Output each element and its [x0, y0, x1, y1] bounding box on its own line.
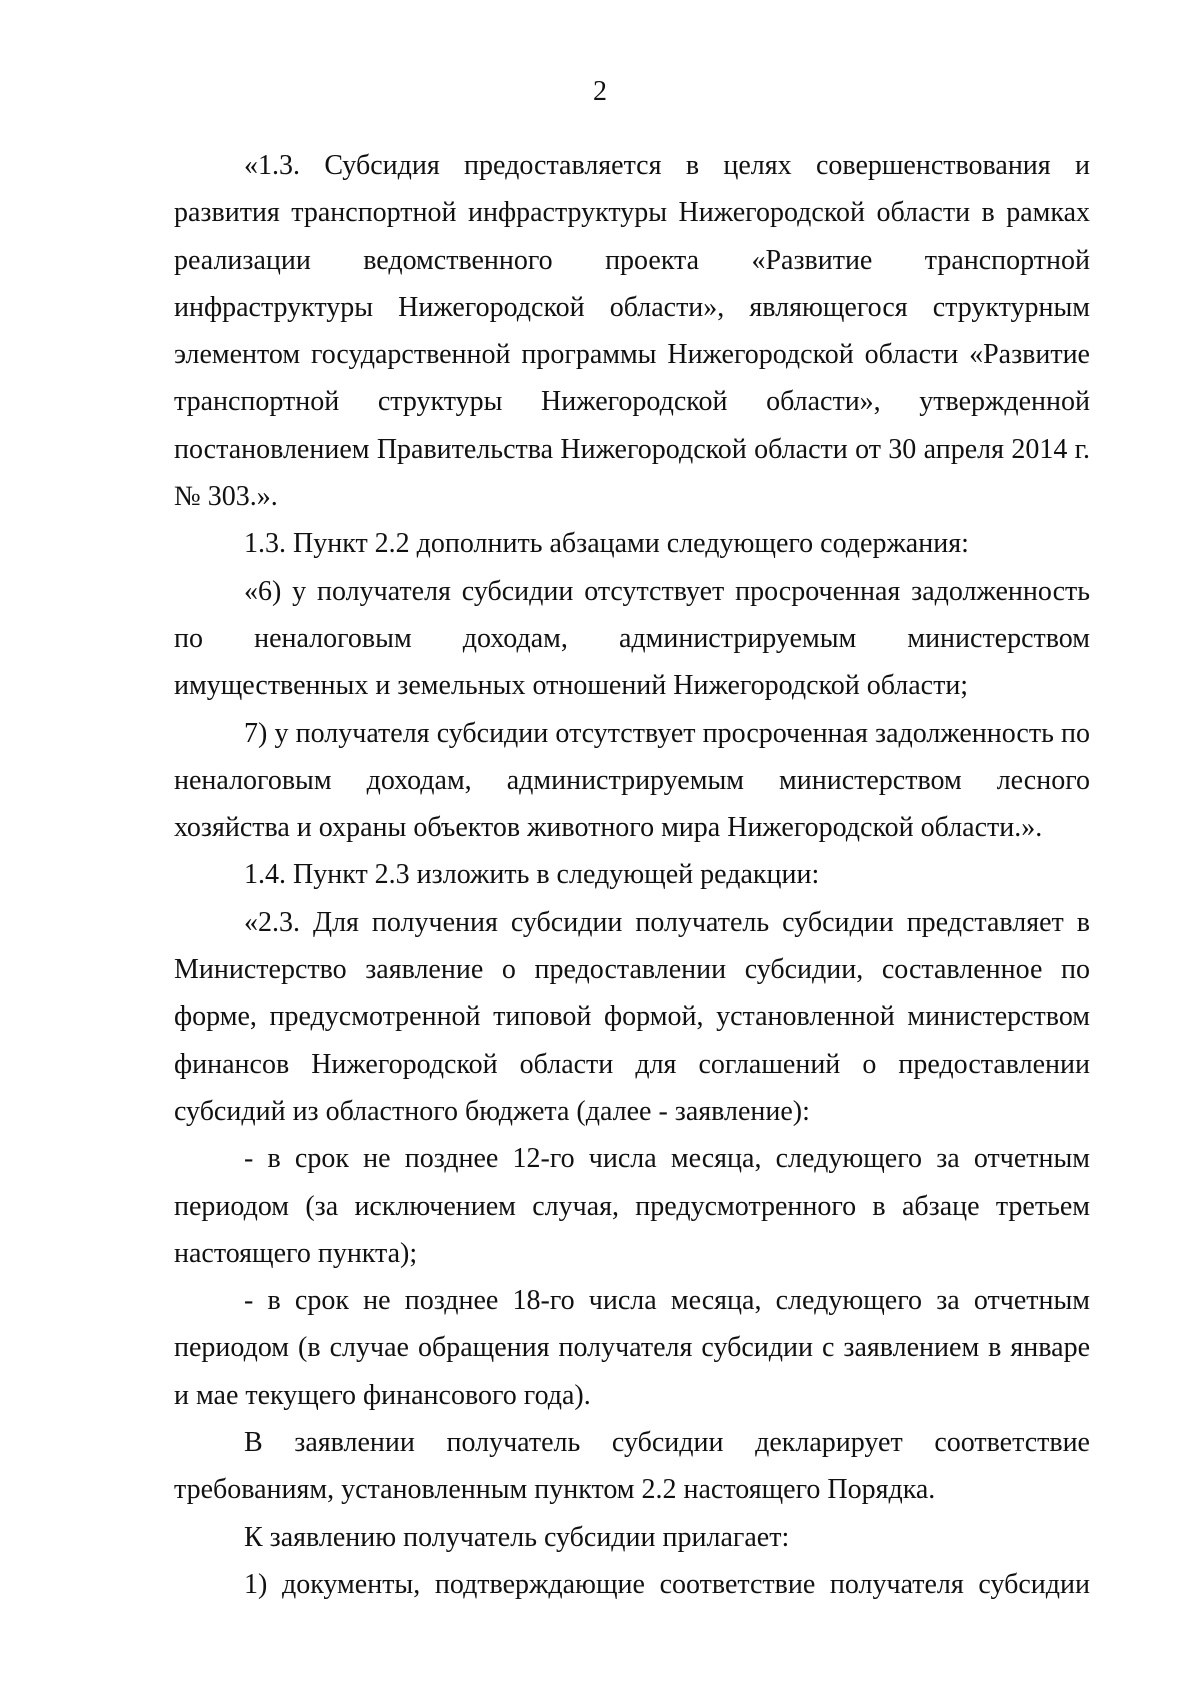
paragraph-subsidy-purpose: «1.3. Субсидия предоставляется в целях совершенствования и развития транспортной инфраструктуры Нижегородской области в рамках реализации ведомственного проекта «Развитие транспортной инфраструктуры Нижегородской области», являющегося структурным элементом государственной программы Нижегородской области «Развитие транспортной структуры Нижегородской области», утвержденной постановлением Правительства Нижегородской области от 30 апреля 2014 г. № 303.». [174, 150, 1090, 513]
paragraph-attachments: К заявлению получатель субсидии прилагает: [244, 1521, 790, 1553]
paragraph-deadline-12: - в срок не позднее 12-го числа месяца, следующего за отчетным периодом (за исключением случая, предусмотренного в абзаце третьем настоящего пункта); [174, 1143, 1090, 1269]
paragraph-documents-item-1: 1) документы, подтверждающие соответствие получателя субсидии [244, 1568, 1090, 1600]
document-body [174, 142, 1090, 1608]
paragraph-declaration: В заявлении получатель субсидии декларирует соответствие требованиям, установленным пунктом 2.2 настоящего Порядка. [174, 1427, 1090, 1506]
page-number: 2 [593, 76, 607, 107]
paragraph-item-7: 7) у получателя субсидии отсутствует просроченная задолженность по неналоговым доходам, администрируемым министерством лесного хозяйства и охраны объектов животного мира Нижегородской области.». [174, 717, 1090, 844]
paragraph-2-3-application: «2.3. Для получения субсидии получатель субсидии представляет в Министерство заявление о предоставлении субсидии, составленное по форме, предусмотренной типовой формой, установленной министерством финансов Нижегородской области для соглашений о предоставлении субсидий из областного бюджета (далее - заявление): [174, 906, 1090, 1127]
paragraph-item-6: «6) у получателя субсидии отсутствует просроченная задолженность по неналоговым доходам, администрируемым министерством имущественных и земельных отношений Нижегородской области; [174, 575, 1090, 702]
paragraph-amend-2-2: 1.3. Пункт 2.2 дополнить абзацами следующего содержания: [244, 528, 969, 560]
paragraph-deadline-18: - в срок не позднее 18-го числа месяца, следующего за отчетным периодом (в случае обращения получателя субсидии с заявлением в январе и мае текущего финансового года). [174, 1285, 1090, 1411]
paragraph-amend-2-3: 1.4. Пункт 2.3 изложить в следующей редакции: [244, 859, 820, 891]
